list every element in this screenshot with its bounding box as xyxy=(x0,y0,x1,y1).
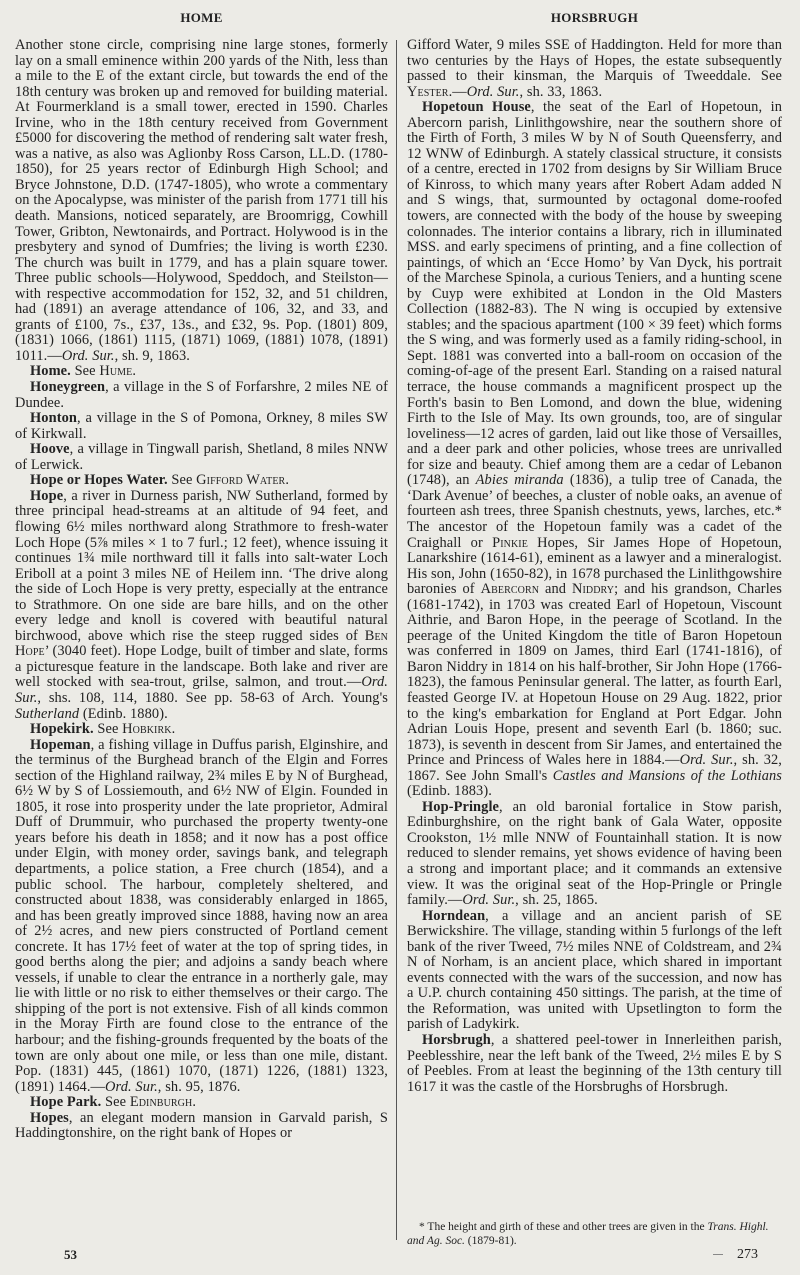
italic-text: Ord. Sur. xyxy=(61,347,115,364)
entry-headword: Horsbrugh xyxy=(422,1032,491,1048)
entry-text: , a village and an ancient parish of SE Berwickshire. The village, standing within 5 furlongs of the left bank of the river Tweed, 7½ miles NNE of Coldstream, and 2¾ N of Norham, is an ancient place, which shared in important events connected with the wars of the succession, and now has a U.P. church containing 450 sittings. The parish, at the time of the Reformation, was united with Upsetlington to form the parish of Ladykirk. xyxy=(407,907,782,1033)
gazetteer-entry xyxy=(15,442,388,473)
entry-text: , a fishing village in Duffus parish, Elginshire, and the terminus of the Burghead branch of the Elgin and Forres section of the Highland railway, 2¾ miles E by N of Burghead, 6½ W by S of Lossiemouth, and 6½ NW of Elgin. Founded in 1805, it rose into prosperity under the late proprietor, Admiral Duff of Drummuir, who purchased the property twenty-one years before his death in 1858; and it now has a post office under Elgin, with money order, savings bank, and telegraph departments, a police station, a Free church (1854), and a public school. The harbour, completely sheltered, and constructed about 1838, was considerably enlarged in 1865, and has been greatly improved since 1888, having now an area of 2½ acres, and new piers constructed of Portland cement concrete. It has 17½ feet of water at the top of spring tides, in good berths along the pier; and adjoins a sandy beach where vessels, if unable to clear the entrance in a northerly gale, may lie with little or no risk to either themselves or their cargo. The shipping of the port is not extensive. Fish of all kinds common in the Moray Firth are found close to the entrance of the harbour; and the fishing-grounds frequented by the boats of the town are only about one mile, or less than one mile, distant. Pop. (1831) 445, (1861) 1070, (1871) 1226, (1881) 1323, (1891) 1464.— xyxy=(15,736,388,1095)
entry-text: , sh. 95, 1876. xyxy=(157,1078,241,1095)
entry-text: , a river in Durness parish, NW Sutherland, formed by three principal head-streams at an altitude of 94 feet, and flowing 6½ miles northward along Strathmore to fresh-water Loch Hope (5⅞ miles × 1 to 7 furl.; 12 feet), whence issuing it continues 1¾ mile northward till it falls into salt-water Loch Eriboll at a point 3 miles NE of Heilem inn. ‘The drive along the side of Loch Hope is very pretty, especially at the entrance to Strathmore. On one side are bare hills, and on the other every ledge and knoll is covered with beautiful natural birchwood, above which rise the steep rugged sides of xyxy=(15,487,388,644)
entry-headword: Hope or Hopes Water. xyxy=(30,472,168,489)
entry-text: (Edinb. 1880). xyxy=(79,705,168,722)
cross-reference: Yester xyxy=(407,83,449,100)
entry-text: , a village in the S of Pomona, Orkney, 8 miles SW of Kirkwall. xyxy=(15,410,388,442)
entry-text: .— xyxy=(448,83,467,100)
entry-text: , sh. 9, 1863. xyxy=(114,347,190,364)
entry-text: Another stone circle, comprising nine large stones, formerly lay on a small eminence within 200 yards of the Nith, less than a mile to the E of the extant circle, but towards the end of the 18th century was broken up and removed for building material. At Fourmerkland is a small tower, erected in 1590. Charles Irvine, who in the 18th century received from Government £5000 for discovering the method of rendering salt water fresh, was a native, as also was Aglionby Ross Carson, LL.D. (1780-1850), for 25 years rector of Edinburgh High School; and Bryce Johnstone, D.D. (1747-1805), who wrote a commentary on the Apocalypse, was minister of the parish from 1771 till his death. Mansions, noticed separately, are Broomrigg, Cowhill Tower, Gribton, Newtonairds, and Portract. Holywood is in the presbytery and synod of Dumfries; the living is worth £230. The church was built in 1779, and has a plain square tower. Three public schools—Holywood, Speddoch, and Steilston—with respective accommodation for 152, 32, and 51 children, had (1891) an average attendance of 106, 32, and 33, and grants of £100, 7s., £37, 13s., and £32, 9s. Pop. (1801) 809, (1831) 1066, (1861) 1115, (1871) 1069, (1881) 1078, (1891) 1011.— xyxy=(15,37,388,364)
entry-text: ; and his grandson, Charles (1681-1742), in 1703 was created Earl of Hopetoun, Viscount Aithrie, and Baron Hope, in the peerage of Scotland. In the peerage of the United Kingdom the title of Baron Hopetoun was conferred in 1809 on James, third Earl (1741-1816), of Baron Niddry in 1814 on his half-brother, Sir John Hope (1766-1823), the famous Peninsular general. The latter, as fourth Earl, feasted George IV. at Hopetoun House on 29 Aug. 1822, prior to the king's embarkation for England at Port Edgar. John Adrian Louis Hope, present and seventh Earl (b. 1860; suc. 1873), is seventh in descent from Sir James, and entertained the Prince and Princess of Wales here in 1884.— xyxy=(407,581,782,769)
entry-text: , sh. 32, 1867. See John Small's xyxy=(407,752,782,784)
cross-reference: Gifford Water xyxy=(196,472,286,489)
gazetteer-entry xyxy=(15,364,388,380)
entry-text: , sh. 33, 1863. xyxy=(519,83,603,100)
entry-continuation xyxy=(15,38,388,364)
entry-headword: Hopetoun House xyxy=(422,99,531,116)
right-column xyxy=(407,38,782,1095)
entry-headword: Hoove xyxy=(30,441,70,458)
entry-text: , an elegant modern mansion in Garvald parish, S Haddingtonshire, on the right bank of Hopes or xyxy=(15,1109,388,1142)
italic-text: Sutherland xyxy=(15,705,80,722)
entry-text: (Edinb. 1883). xyxy=(407,783,492,800)
gazetteer-entry xyxy=(15,738,388,1096)
entry-text: (1836), a tulip tree of Canada, the ‘Dark Avenue’ of beeches, a cluster of noble oaks, an avenue of fourteen ash trees, three Spanish chestnuts, yews, larches, etc.* The ancestor of the Hopetoun family was a cadet of the Craighall or xyxy=(407,472,783,551)
entry-text: Gifford Water, 9 miles SSE of Haddington. Held for more than two centuries by the Hays of Hopes, the estate subsequently passed to their kinsman, the Marquis of Tweeddale. See xyxy=(407,37,782,85)
running-head-right: HORSBRUGH xyxy=(550,10,639,25)
entry-headword: Hopes xyxy=(30,1109,69,1126)
entry-headword: Hopekirk. xyxy=(30,721,94,738)
gazetteer-entry xyxy=(15,473,388,489)
cross-reference: Hume xyxy=(99,363,133,380)
italic-text: Ord. Sur. xyxy=(462,892,516,909)
cross-reference: Pinkie xyxy=(492,534,528,551)
cross-reference: Hobkirk xyxy=(122,721,172,738)
italic-text: Ord. Sur. xyxy=(679,752,734,769)
entry-headword: Hop-Pringle xyxy=(422,798,500,815)
entry-text: and xyxy=(539,581,572,598)
entry-headword: Horndean xyxy=(422,907,486,924)
entry-text: See xyxy=(70,363,100,380)
footnote-source: Trans. Highl. and Ag. Soc. xyxy=(407,1221,769,1247)
gazetteer-entry xyxy=(15,722,388,738)
entry-text: , shs. 108, 114, 1880. See pp. 58-63 of Arch. Young's xyxy=(37,689,388,706)
column-divider xyxy=(396,40,397,1240)
cross-reference: Edinburgh xyxy=(129,1094,193,1111)
page-number-left: 53 xyxy=(64,1247,77,1262)
running-head-left: HOME xyxy=(180,10,223,25)
entry-text: . xyxy=(192,1094,197,1111)
italic-text: Abies miranda xyxy=(475,472,564,489)
entry-text: . xyxy=(132,363,137,380)
italic-text: Ord. Sur. xyxy=(466,83,520,100)
italic-text: Ord. Sur. xyxy=(15,674,388,706)
cross-reference: Niddry xyxy=(571,581,615,598)
cross-reference: Ben Hope xyxy=(15,627,388,660)
entry-headword: Honeygreen xyxy=(30,379,106,396)
gazetteer-entry xyxy=(15,1111,388,1142)
italic-text: Ord. Sur. xyxy=(105,1078,158,1095)
entry-headword: Honton xyxy=(30,410,77,427)
entry-headword: Home. xyxy=(30,363,71,380)
footnote-text: * The height and girth of these and other trees are given in the xyxy=(419,1221,708,1233)
entry-headword: Hopeman xyxy=(30,736,91,753)
entry-text: , a shattered peel-tower in Innerleithen parish, Peeblesshire, near the left bank of the Tweed, 2½ miles E by S of Peebles. From at least the beginning of the 13th century till 1617 it was the castle of the Horsbrughs of Horsbrugh. xyxy=(407,1032,782,1095)
footnote xyxy=(407,1220,782,1248)
footnote-years: (1879-81). xyxy=(464,1235,517,1247)
entry-text: , a village in the S of Forfarshre, 2 miles NE of Dundee. xyxy=(15,379,388,411)
entry-headword: Hope Park. xyxy=(30,1094,102,1111)
entry-text: , a village in Tingwall parish, Shetland, 8 miles NNW of Lerwick. xyxy=(15,441,388,473)
page-number-right-text: 273 xyxy=(737,1247,758,1262)
entry-text: See xyxy=(93,721,123,738)
entry-continuation xyxy=(407,38,782,100)
cross-reference: Abercorn xyxy=(480,581,540,598)
italic-text: Castles and Mansions of the Lothians xyxy=(552,767,782,784)
dash-mark xyxy=(713,1254,723,1255)
gazetteer-entry xyxy=(15,1095,388,1111)
entry-headword: Hope xyxy=(30,487,64,504)
entry-text: See xyxy=(101,1094,130,1111)
gazetteer-entry xyxy=(407,800,782,909)
gazetteer-entry xyxy=(15,411,388,442)
gazetteer-entry xyxy=(15,489,388,722)
gazetteer-entry xyxy=(407,1033,782,1095)
gazetteer-entry xyxy=(407,909,782,1033)
page-number-right xyxy=(713,1247,758,1263)
gazetteer-entry xyxy=(15,380,388,411)
entry-text: ’ (3040 feet). Hope Lodge, built of timber and slate, forms a picturesque feature in the landscape. Both lake and river are well stocked with sea-trout, grilse, salmon, and trout.— xyxy=(15,643,388,691)
entry-text: , the seat of the Earl of Hopetoun, in Abercorn parish, Linlithgowshire, near the southern shore of the Firth of Forth, 3 miles W by N of South Queensferry, and 12 WNW of Edinburgh. A stately classical structure, it consists of a centre, erected in 1702 from designs by Sir William Bruce of Kinross, to which many years after Robert Adam added N and S wings, that, surmounted by octagonal dome-roofed towers, are connected with the body of the house by sweeping colonnades. The interior contains a library, rich in illuminated MSS. and early specimens of printing, and a fine collection of paintings, of which an ‘Ecce Homo’ by Van Dyck, his portrait of the Marchese Spinola, a curious Teniers, and a hunting scene by Cuyp were exhibited at London in the Old Masters Collection (1882-83). The N wing is occupied by extensive stables; and the spacious apartment (100 × 39 feet) which forms the S wing, and was formerly used as a family riding-school, in Sept. 1881 was converted into a ball-room on occasion of the coming-of-age of the present Earl. Standing on a raised natural terrace, the house commands a magnificent prospect up the Forth's basin to Ben Lomond, and down the blue, widening Firth to the Isle of May. Its own grounds, too, are of singular loveliness—12 acres of garden, laid out like those of Versailles, and a deer park and other policies, whose trees are unrivalled for size and beauty. Chief among them are a cedar of Lebanon (1748), an xyxy=(407,99,782,489)
entry-text: See xyxy=(167,472,197,489)
entry-text: . xyxy=(171,721,176,738)
entry-text: . xyxy=(285,472,290,489)
gazetteer-entry xyxy=(407,100,782,800)
entry-text: , an old baronial fortalice in Stow parish, Edinburghshire, on the right bank of Gala Water, opposite Crookston, 1½ mlle NNW of Fountainhall station. It is now reduced to slender remains, yet shows evidence of having been a strong and important place; and it commands an extensive view. It was the original seat of the Hop-Pringle or Pringle family.— xyxy=(407,798,782,909)
entry-text: , sh. 25, 1865. xyxy=(515,892,598,909)
entry-text: Hopes, Sir James Hope of Hopetoun, Lanarkshire (1614-61), eminent as a lawyer and a mineralogist. His son, John (1650-82), in 1678 purchased the Linlithgowshire baronies of xyxy=(407,534,782,598)
left-column xyxy=(15,38,388,1142)
